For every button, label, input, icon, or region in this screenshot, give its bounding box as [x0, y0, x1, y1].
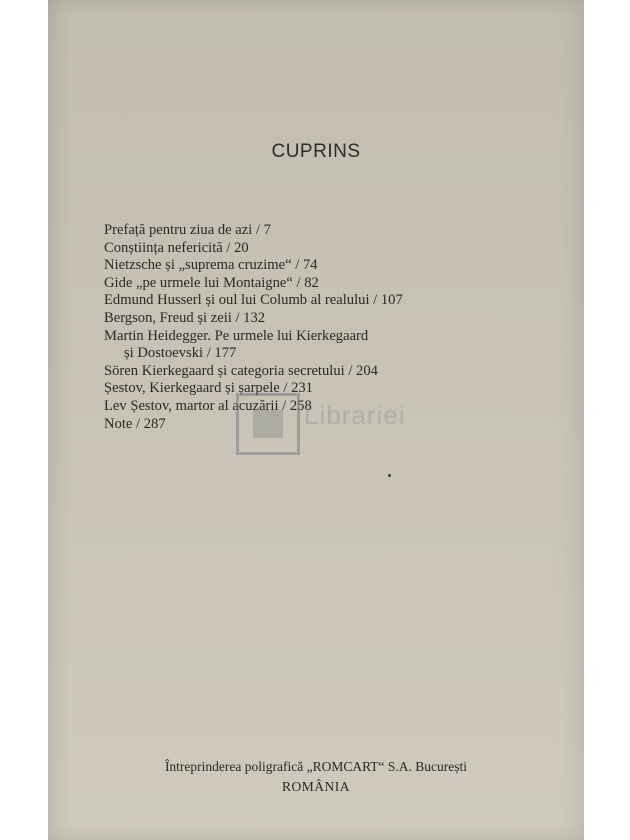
- printer-name: Întreprinderea poligrafică „ROMCART“ S.A. București: [164, 759, 468, 774]
- toc-entry: Sören Kierkegaard și categoria secretului / 204: [104, 362, 378, 379]
- toc-entry: Martin Heidegger. Pe urmele lui Kierkegaard: [104, 327, 369, 344]
- toc-entry: Șestov, Kierkegaard și șarpele / 231: [104, 380, 313, 397]
- toc-entry: Prefață pentru ziua de azi / 7: [104, 222, 271, 238]
- toc-entry: Nietzsche și „suprema cruzime“ / 74: [104, 257, 318, 274]
- watermark-text: Librariei: [304, 400, 406, 430]
- toc-entry: Note / 287: [104, 415, 166, 432]
- contents-heading: CUPRINS: [271, 141, 361, 162]
- toc-entry: Lev Șestov, martor al acuzării / 258: [104, 397, 312, 414]
- toc-entry: Gide „pe urmele lui Montaigne“ / 82: [104, 274, 319, 291]
- toc-entry-continuation: și Dostoevski / 177: [124, 345, 237, 362]
- book-page: [48, 0, 584, 840]
- ink-dot: [388, 474, 391, 477]
- toc-entry: Edmund Husserl și oul lui Columb al realului / 107: [104, 292, 403, 309]
- watermark-logo-icon: [236, 393, 300, 455]
- toc-entry: Conștiința nefericită / 20: [104, 239, 249, 256]
- toc-entry: Bergson, Freud și zeii / 132: [104, 309, 266, 326]
- printer-country: ROMÂNIA: [281, 779, 350, 794]
- printer-imprint: [48, 757, 584, 797]
- watermark-logo-inner: [253, 410, 283, 438]
